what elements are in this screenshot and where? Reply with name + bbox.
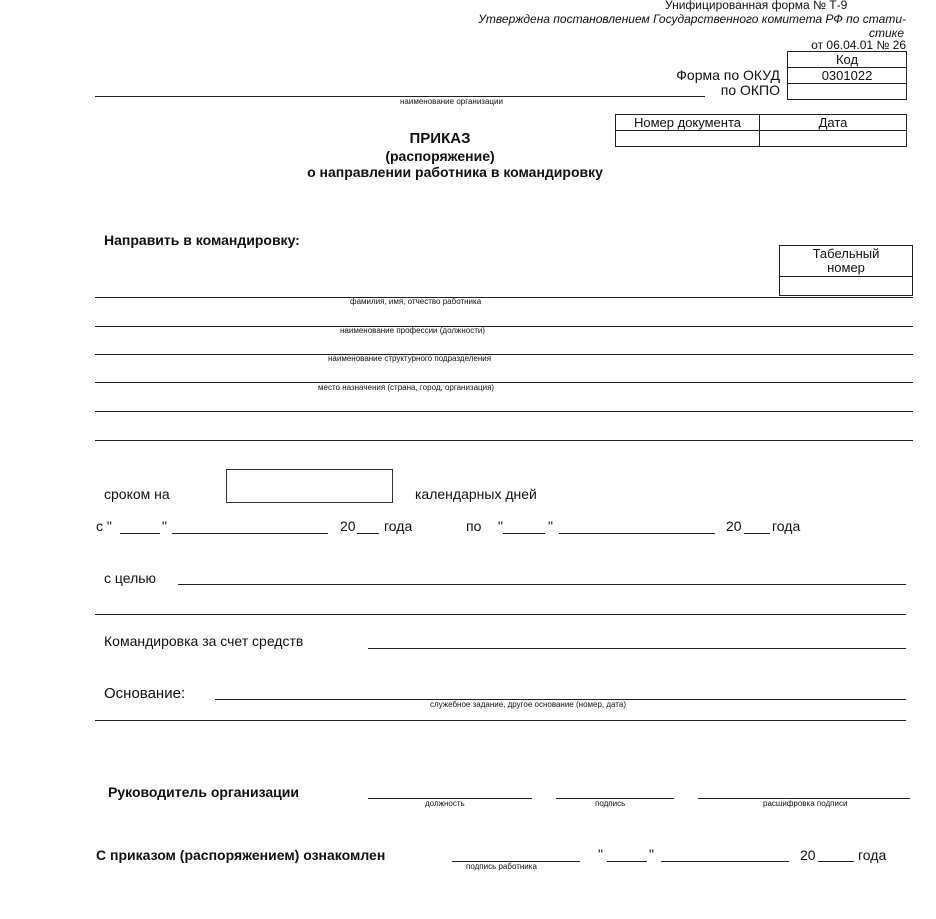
term-days-box[interactable] <box>226 469 393 503</box>
okud-value[interactable]: 0301022 <box>788 68 907 84</box>
tabel-value[interactable] <box>780 277 913 296</box>
from-day-line[interactable] <box>120 533 160 534</box>
from-quote-close: " <box>162 518 167 534</box>
ack-label: С приказом (распоряжением) ознакомлен <box>96 847 386 863</box>
send-label: Направить в командировку: <box>104 232 300 248</box>
destination-line-3[interactable] <box>95 440 913 441</box>
ack-quote-close: " <box>649 846 654 862</box>
code-header: Код <box>788 52 907 68</box>
to-quote-close: " <box>548 518 553 534</box>
doc-number-value[interactable] <box>616 131 760 147</box>
to-year-line[interactable] <box>744 533 770 534</box>
to-quote-open: " <box>498 518 503 534</box>
purpose-line-2[interactable] <box>95 614 906 615</box>
doc-date-value[interactable] <box>760 131 907 147</box>
funding-line[interactable] <box>368 648 906 649</box>
okpo-value[interactable] <box>788 84 907 100</box>
term-suffix: календарных дней <box>415 486 537 502</box>
department-line[interactable] <box>95 354 913 355</box>
title-prikaz: ПРИКАЗ <box>409 130 471 147</box>
ack-year-line[interactable] <box>818 861 854 862</box>
doc-number-header: Номер документа <box>616 115 760 131</box>
funding-label: Командировка за счет средств <box>104 633 304 649</box>
approved-by-line2: стике <box>868 26 904 40</box>
ack-signature-caption: подпись работника <box>466 862 537 871</box>
tabel-number-table <box>779 245 913 296</box>
ack-month-line[interactable] <box>661 861 789 862</box>
codes-table <box>787 51 907 100</box>
term-prefix: сроком на <box>104 486 170 502</box>
form-number: Унифицированная форма № Т-9 <box>665 0 848 12</box>
tabel-header-line2: номер <box>827 260 865 275</box>
tabel-header <box>780 246 913 277</box>
tabel-header-line1: Табельный <box>812 246 880 261</box>
fio-line[interactable] <box>95 297 913 298</box>
to-year-20: 20 <box>726 518 742 534</box>
ack-quote-open: " <box>598 846 603 862</box>
ack-day-line[interactable] <box>607 861 647 862</box>
ack-year-20: 20 <box>800 847 816 863</box>
title-subject: о направлении работника в командировку <box>307 164 603 180</box>
okpo-label: по ОКПО <box>720 82 780 98</box>
fio-caption: фамилия, имя, отчество работника <box>350 297 482 306</box>
to-year-word: года <box>772 518 801 534</box>
from-month-line[interactable] <box>172 533 328 534</box>
doc-number-date-table <box>615 114 907 147</box>
department-caption: наименование структурного подразделения <box>328 354 492 363</box>
destination-line-2[interactable] <box>95 411 913 412</box>
okud-label: Форма по ОКУД <box>676 67 780 83</box>
to-prefix: по <box>466 518 482 534</box>
purpose-label: с целью <box>104 570 157 586</box>
org-name-caption: наименование организации <box>400 97 503 106</box>
destination-caption: место назначения (страна, город, организация) <box>318 383 495 392</box>
approved-by-line1: Утверждена постановлением Государственного комитета РФ по стати- <box>478 12 906 26</box>
head-signature-caption: подпись <box>595 799 626 808</box>
title-rasporyazhenie: (распоряжение) <box>385 148 495 164</box>
approved-date: от 06.04.01 № 26 <box>811 38 906 52</box>
from-quote-open: с " <box>96 518 112 534</box>
to-month-line[interactable] <box>559 533 715 534</box>
destination-line[interactable] <box>95 382 913 383</box>
basis-line-2[interactable] <box>95 720 906 721</box>
doc-date-header: Дата <box>760 115 907 131</box>
profession-line[interactable] <box>95 326 913 327</box>
purpose-line[interactable] <box>178 584 906 585</box>
profession-caption: наименование профессии (должности) <box>340 326 486 335</box>
ack-year-word: года <box>858 847 887 863</box>
head-label: Руководитель организации <box>108 784 299 800</box>
from-year-word: года <box>384 518 413 534</box>
from-year-line[interactable] <box>357 533 379 534</box>
to-day-line[interactable] <box>503 533 545 534</box>
basis-label: Основание: <box>104 685 186 702</box>
basis-caption: служебное задание, другое основание (номер, дата) <box>430 700 626 709</box>
head-position-caption: должность <box>425 799 465 808</box>
from-year-20: 20 <box>340 518 356 534</box>
head-decoding-caption: расшифровка подписи <box>763 799 848 808</box>
